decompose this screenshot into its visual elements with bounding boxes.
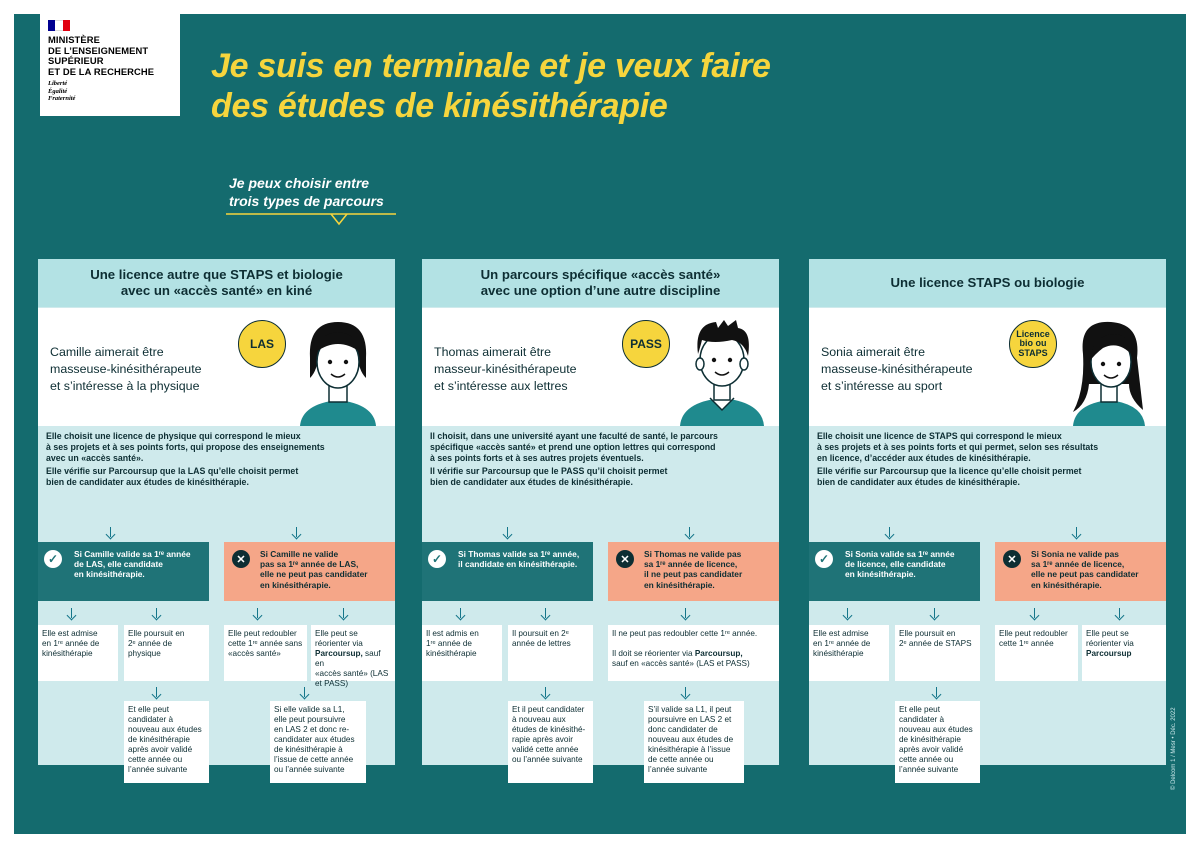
- success-text: Si Camille valide sa 1ʳᵉ année de LAS, elle candidate en kinésithérapie.: [74, 549, 191, 580]
- arrow-down-icon: [299, 687, 311, 699]
- success-text: Si Sonia valide sa 1ʳᵉ année de licence, elle candidate en kinésithérapie.: [845, 549, 955, 580]
- girl-short-hair-avatar-icon: [288, 314, 388, 426]
- followup-box: Et elle peut candidater à nouveau aux études de kinésithérapie après avoir validé cette année ou l’année suivante: [895, 701, 980, 783]
- outcome-box: Elle peut redoubler cette 1ʳᵉ année: [995, 625, 1078, 681]
- arrow-down-icon: [151, 608, 163, 620]
- success-box: [38, 542, 209, 601]
- arrow-down-icon: [105, 527, 117, 539]
- choice-description: Elle choisit une licence de STAPS qui correspond le mieux à ses projets et à ses points forts et qui permet, selon ses résultats en licence, d’accéder aux études de kinésithérapie.: [817, 431, 1099, 463]
- profile-card: [422, 308, 779, 426]
- poster: [14, 14, 1186, 834]
- path-badge: Licence bio ou STAPS: [1009, 320, 1057, 368]
- arrow-down-icon: [455, 608, 467, 620]
- cross-circle-icon: ✕: [232, 550, 250, 568]
- cross-circle-icon: ✕: [616, 550, 634, 568]
- profile-description: Camille aimerait être masseuse-kinésithérapeute et s’intéresse à la physique: [50, 345, 202, 393]
- outcome-text: sauf en «accès santé» (LAS et PASS): [315, 649, 389, 688]
- parcoursup-label: Parcoursup,: [694, 649, 743, 658]
- arrow-down-icon: [1071, 527, 1083, 539]
- verify-description: Elle vérifie sur Parcoursup que la LAS qu’elle choisit permet bien de candidater aux études de kinésithérapie.: [46, 466, 299, 488]
- arrow-down-icon: [931, 687, 943, 699]
- choice-text: [46, 431, 387, 488]
- parcoursup-label: Parcoursup: [1086, 649, 1132, 658]
- outcome-box: Elle poursuit en 2ᵉ année de STAPS: [895, 625, 980, 681]
- column-header: Un parcours spécifique «accès santé» avec une option d’une autre discipline: [422, 259, 779, 307]
- arrow-down-icon: [1029, 608, 1041, 620]
- arrow-down-icon: [680, 687, 692, 699]
- arrow-down-icon: [291, 527, 303, 539]
- arrow-down-icon: [66, 608, 78, 620]
- arrow-down-icon: [540, 687, 552, 699]
- intro-text: Je peux choisir entre trois types de parcours: [229, 175, 384, 209]
- boy-short-hair-avatar-icon: [672, 314, 772, 426]
- republique-francaise-flag-icon: [48, 20, 70, 31]
- outcome-box: Elle poursuit en 2ᵉ année de physique: [124, 625, 209, 681]
- choice-text: [817, 431, 1158, 488]
- column-pass: [422, 259, 779, 774]
- failure-box: [224, 542, 395, 601]
- check-circle-icon: ✓: [44, 550, 62, 568]
- ministry-logo: [40, 14, 180, 116]
- followup-box: S’il valide sa L1, il peut poursuivre en LAS 2 et donc candidater de nouveau aux études de kinésithérapie à l’issue de cette année ou l’année suivante: [644, 701, 744, 783]
- choice-text: [430, 431, 771, 488]
- arrow-down-icon: [884, 527, 896, 539]
- ministry-motto: Liberté Égalité Fraternité: [48, 80, 76, 102]
- followup-box: Et il peut candidater à nouveau aux études de kinésithé- rapie après avoir validé cette année ou l’année suivante: [508, 701, 593, 783]
- failure-box: [995, 542, 1166, 601]
- profile-card: [809, 308, 1166, 426]
- title-line-2: des études de kinésithérapie: [211, 87, 668, 125]
- arrow-down-icon: [252, 608, 264, 620]
- column-las: [38, 259, 395, 774]
- column-header: Une licence STAPS ou biologie: [809, 259, 1166, 307]
- outcome-box: [311, 625, 395, 688]
- cross-circle-icon: ✕: [1003, 550, 1021, 568]
- outcome-box: Elle peut redoubler cette 1ʳᵉ année sans «accès santé»: [224, 625, 307, 681]
- outcome-text: Il doit se réorienter via: [612, 649, 695, 658]
- outcome-text: Elle peut se réorienter via: [1086, 629, 1134, 648]
- failure-box: [608, 542, 779, 601]
- column-header: Une licence autre que STAPS et biologie avec un «accès santé» en kiné: [38, 259, 395, 307]
- outcome-box: Il est admis en 1ʳᵉ année de kinésithérapie: [422, 625, 502, 681]
- arrow-down-icon: [502, 527, 514, 539]
- girl-long-hair-avatar-icon: [1059, 314, 1159, 426]
- failure-text: Si Sonia ne valide pas sa 1ʳᵉ année de licence, elle ne peut pas candidater en kinésithérapie.: [1031, 549, 1139, 590]
- outcome-text: Il ne peut pas redoubler cette 1ʳᵉ année.: [612, 629, 758, 638]
- outcome-box: Il poursuit en 2ᵉ année de lettres: [508, 625, 593, 681]
- credit-text: © Delcom 1 / Mesr • Déc. 2022: [1171, 707, 1177, 790]
- arrow-down-icon: [680, 608, 692, 620]
- parcoursup-label: Parcoursup,: [315, 649, 363, 658]
- outcome-box: [1082, 625, 1166, 681]
- choice-description: Il choisit, dans une université ayant une faculté de santé, le parcours spécifique «accès santé» et prend une option lettres qui correspond à ses points forts et à ses autres projets éventuels.: [430, 431, 718, 463]
- outcome-box: Elle est admise en 1ʳᵉ année de kinésithérapie: [38, 625, 118, 681]
- arrow-down-icon: [151, 687, 163, 699]
- profile-description: Sonia aimerait être masseuse-kinésithérapeute et s’intéresse au sport: [821, 345, 973, 393]
- ministry-name: MINISTÈRE DE L’ENSEIGNEMENT SUPÉRIEUR ET DE LA RECHERCHE: [48, 34, 155, 77]
- page-title: [211, 46, 971, 126]
- path-badge: LAS: [238, 320, 286, 368]
- followup-box: Et elle peut candidater à nouveau aux études de kinésithérapie après avoir validé cette année ou l’année suivante: [124, 701, 209, 783]
- speech-bubble-underline-icon: [226, 212, 406, 244]
- outcome-box: [608, 625, 779, 681]
- followup-box: Si elle valide sa L1, elle peut poursuivre en LAS 2 et donc re- candidater aux études de kinésithérapie à l’issue de cette année ou l’année suivante: [270, 701, 366, 783]
- profile-description: Thomas aimerait être masseur-kinésithérapeute et s’intéresse aux lettres: [434, 345, 577, 393]
- check-circle-icon: ✓: [815, 550, 833, 568]
- outcome-text: sauf en «accès santé» (LAS et PASS): [612, 659, 750, 668]
- arrow-down-icon: [540, 608, 552, 620]
- success-text: Si Thomas valide sa 1ʳᵉ année, il candidate en kinésithérapie.: [458, 549, 580, 570]
- verify-description: Il vérifie sur Parcoursup que le PASS qu’il choisit permet bien de candidater aux études de kinésithérapie.: [430, 466, 668, 488]
- failure-text: Si Camille ne valide pas sa 1ʳᵉ année de LAS, elle ne peut pas candidater en kinésithérapie.: [260, 549, 368, 590]
- choice-description: Elle choisit une licence de physique qui correspond le mieux à ses projets et à ses points forts, qui propose des enseignements avec un «accès santé».: [46, 431, 325, 463]
- arrow-down-icon: [929, 608, 941, 620]
- success-box: [422, 542, 593, 601]
- path-badge: PASS: [622, 320, 670, 368]
- arrow-down-icon: [684, 527, 696, 539]
- check-circle-icon: ✓: [428, 550, 446, 568]
- title-line-1: Je suis en terminale et je veux faire: [211, 47, 771, 85]
- column-staps: [809, 259, 1166, 774]
- arrow-down-icon: [842, 608, 854, 620]
- outcome-text: Elle peut se réorienter via: [315, 629, 363, 648]
- profile-card: [38, 308, 395, 426]
- outcome-box: Elle est admise en 1ʳᵉ année de kinésithérapie: [809, 625, 889, 681]
- arrow-down-icon: [1114, 608, 1126, 620]
- failure-text: Si Thomas ne valide pas sa 1ʳᵉ année de licence, il ne peut pas candidater en kinésithérapie.: [644, 549, 743, 590]
- success-box: [809, 542, 980, 601]
- verify-description: Elle vérifie sur Parcoursup que la licence qu’elle choisit permet bien de candidater aux études de kinésithérapie.: [817, 466, 1082, 488]
- arrow-down-icon: [338, 608, 350, 620]
